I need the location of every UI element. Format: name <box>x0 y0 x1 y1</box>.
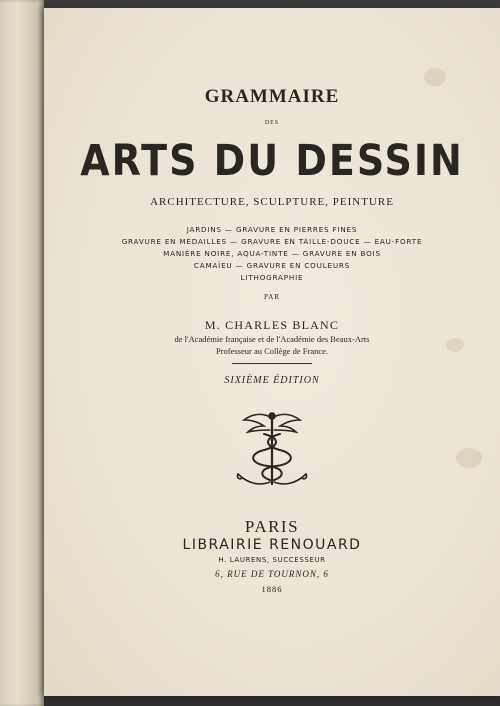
publication-year: 1886 <box>261 584 283 594</box>
page-bottom-shadow <box>44 696 500 706</box>
author-affiliation: Professeur au Collège de France. <box>215 346 329 356</box>
publisher-address: 6, RUE DE TOURNON, 6 <box>215 569 329 579</box>
title-connector: DES <box>264 120 280 126</box>
edition: SIXIÈME ÉDITION <box>224 375 320 386</box>
caduceus-emblem-icon <box>224 408 320 492</box>
title-page-content <box>44 8 500 696</box>
divider-rule <box>232 363 312 364</box>
publisher: LIBRAIRIE RENOUARD <box>182 537 362 553</box>
topic-line: GRAVURE EN MÉDAILLES — GRAVURE EN TAILLE-DOUCE — EAU-FORTE <box>121 237 423 246</box>
author-affiliation: de l'Académie française et de l'Académie des Beaux-Arts <box>174 334 370 344</box>
title-line-1: GRAMMAIRE <box>204 86 340 107</box>
publisher-successor: H. LAURENS, SUCCESSEUR <box>218 556 326 564</box>
subtitle: ARCHITECTURE, SCULPTURE, PEINTURE <box>150 196 394 208</box>
topic-line: LITHOGRAPHIE <box>240 273 304 282</box>
title-line-2: ARTS DU DESSIN <box>80 136 464 186</box>
topic-line: CAMAÏEU — GRAVURE EN COULEURS <box>193 261 351 270</box>
title-page <box>44 8 500 696</box>
publication-city: PARIS <box>244 517 300 536</box>
topic-line: JARDINS — GRAVURE EN PIERRES FINES <box>186 225 358 234</box>
author-name: M. CHARLES BLANC <box>204 318 340 332</box>
left-page-edge <box>0 0 44 706</box>
by-label: PAR <box>264 293 280 301</box>
topic-line: MANIÈRE NOIRE, AQUA-TINTE — GRAVURE EN BOIS <box>163 249 381 258</box>
